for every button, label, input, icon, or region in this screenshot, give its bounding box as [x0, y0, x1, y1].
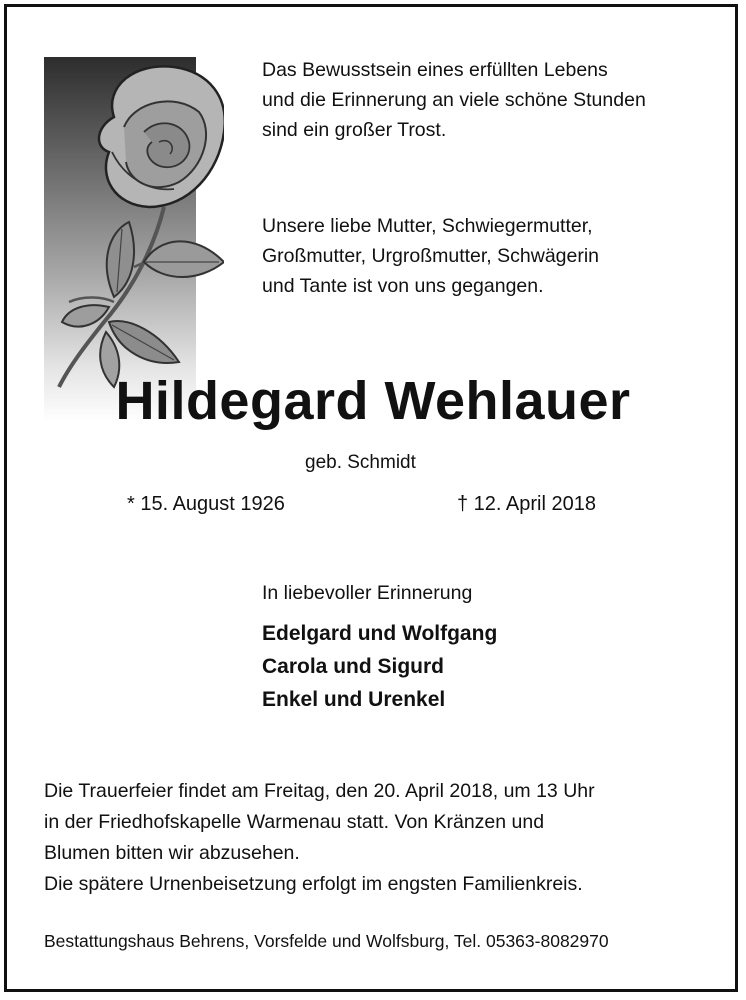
intro-line: sind ein großer Trost.: [262, 119, 447, 141]
funeral-details: [44, 776, 724, 900]
funeral-home-footer: Bestattungshaus Behrens, Vorsfelde und Wolfsburg, Tel. 05363-8082970: [44, 931, 609, 951]
funeral-line: in der Friedhofskapelle Warmenau statt. Von Kränzen und: [44, 811, 545, 833]
deceased-name: Hildegard Wehlauer: [115, 371, 631, 431]
announcement-line: Großmutter, Urgroßmutter, Schwägerin: [262, 245, 600, 267]
intro-line: Das Bewusstsein eines erfüllten Lebens: [262, 59, 608, 81]
funeral-line: Die Trauerfeier findet am Freitag, den 20. April 2018, um 13 Uhr: [44, 780, 595, 802]
mourner-item: Carola und Sigurd: [262, 655, 445, 678]
funeral-line: Die spätere Urnenbeisetzung erfolgt im engsten Familienkreis.: [44, 873, 583, 895]
rose-icon: [14, 57, 224, 397]
rose-panel: [44, 57, 196, 422]
mourner-item: Enkel und Urenkel: [262, 688, 446, 711]
announcement-line: und Tante ist von uns gegangen.: [262, 275, 544, 297]
funeral-line: Blumen bitten wir abzusehen.: [44, 842, 300, 864]
remembrance-label: In liebevoller Erinnerung: [262, 582, 473, 604]
intro-line: und die Erinnerung an viele schöne Stunden: [262, 89, 646, 111]
announcement-text: [262, 211, 599, 301]
birth-date: * 15. August 1926: [127, 493, 285, 515]
mourners-list: [262, 617, 497, 716]
death-date: † 12. April 2018: [457, 493, 596, 515]
intro-text: [262, 55, 646, 145]
maiden-name: geb. Schmidt: [305, 452, 416, 473]
announcement-line: Unsere liebe Mutter, Schwiegermutter,: [262, 215, 593, 237]
mourner-item: Edelgard und Wolfgang: [262, 622, 498, 645]
